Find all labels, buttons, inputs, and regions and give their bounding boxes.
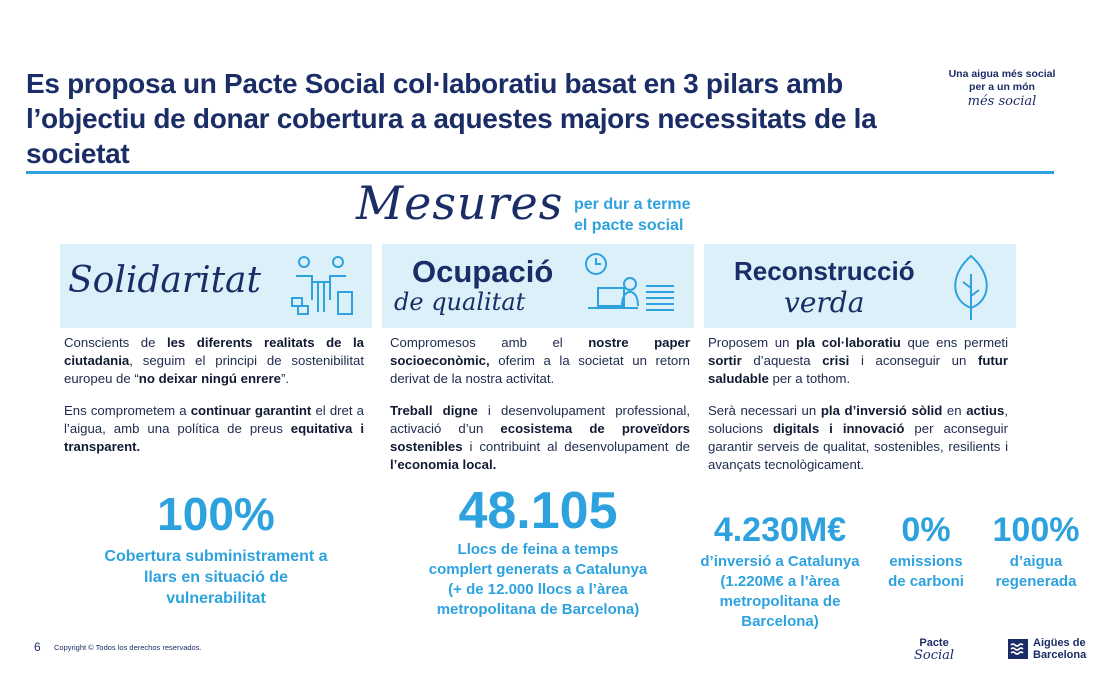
text-run: que ens permeti xyxy=(900,335,1009,350)
emphasis-run: actius xyxy=(966,403,1005,418)
emphasis-run: sortir xyxy=(708,353,742,368)
emphasis-run: pla col·laboratiu xyxy=(796,335,901,350)
stat-value-jobs: 48.105 xyxy=(458,482,618,540)
text-run: per aconseguir garantir serveis de qualitat, sostenibles, resilients i avançats tecnològicament. xyxy=(708,421,1008,472)
stat-caption-jobs xyxy=(382,540,694,620)
stat-value-coverage: 100% xyxy=(157,488,275,540)
brand-line-1: Una aigua més social xyxy=(948,68,1056,80)
text-run: el dret a l’aigua, amb una política de preus xyxy=(64,403,365,436)
emphasis-run: Treball digne xyxy=(390,403,478,418)
brand-tagline xyxy=(948,68,1056,109)
pillar-subtitle-de-qualitat: de qualitat xyxy=(394,288,526,316)
emphasis-run: les diferents realitats de la ciutadania xyxy=(64,335,364,368)
worker-desk-icon xyxy=(584,252,680,318)
emphasis-run: digitals i innovació xyxy=(773,421,905,436)
mesures-subtitle xyxy=(574,194,690,236)
stat-caption-investment xyxy=(690,552,870,632)
text-run: Serà necessari un xyxy=(708,403,821,418)
text-run: ”. xyxy=(280,371,290,386)
column-solidaritat xyxy=(64,334,364,470)
stat-caption-emissions-line-2: de carboni xyxy=(888,573,964,590)
emphasis-run: no deixar ningú enrere xyxy=(138,371,281,386)
stat-caption-coverage-line-3: vulnerabilitat xyxy=(166,590,266,607)
text-run: i contribuint al desenvolupament de xyxy=(462,439,690,454)
column-reconstruccio xyxy=(708,334,1008,488)
text-run: per a tothom. xyxy=(768,371,851,386)
text-run: i aconseguir un xyxy=(849,353,978,368)
emphasis-run: futur saludable xyxy=(708,353,1008,386)
stat-caption-regenerated-line-2: regenerada xyxy=(995,573,1077,590)
page-title: Es proposa un Pacte Social col·laboratiu basat en 3 pilars amb l’objectiu de donar cobertura a aquestes majors necessitats de la societat xyxy=(26,68,877,169)
stat-caption-jobs-line-3: (+ de 12.000 llocs a l’àrea xyxy=(448,581,628,598)
people-collaboration-icon xyxy=(288,254,358,320)
stat-caption-regenerated-line-1: d’aigua xyxy=(1009,553,1063,570)
emphasis-run: equitativa i transparent. xyxy=(64,421,365,454)
mesures-subtitle-line-1: per dur a terme xyxy=(574,196,691,213)
stat-caption-investment-line-1: d’inversió a Catalunya xyxy=(700,553,860,570)
leaf-icon xyxy=(948,254,994,322)
header-divider xyxy=(26,171,1054,174)
stat-caption-emissions xyxy=(876,552,976,592)
aigues-barcelona-logo-text xyxy=(1033,637,1086,661)
emphasis-run: pla d’inversió sòlid xyxy=(820,403,943,418)
emphasis-run: ecosistema de proveïdors sostenibles xyxy=(390,421,690,454)
text-run: , solucions xyxy=(708,403,1008,436)
stat-caption-regenerated xyxy=(980,552,1092,592)
pillar-banner-solidaritat xyxy=(60,244,372,328)
emphasis-run: l’economia local. xyxy=(390,457,497,472)
pillar-banner-ocupacio xyxy=(382,244,694,328)
text-run: oferim a la societat un retorn derivat de la nostra activitat. xyxy=(390,353,690,386)
page-number: 6 xyxy=(34,640,41,654)
logo-line-1: Aigües de xyxy=(1033,637,1086,649)
stat-value-regenerated: 100% xyxy=(992,511,1080,549)
emphasis-run: continuar garantint xyxy=(190,403,312,418)
text-run: Compromesos amb el xyxy=(390,335,589,350)
solidaritat-paragraph-1 xyxy=(64,334,364,388)
ocupacio-paragraph-1 xyxy=(390,334,690,388)
pacte-logo-title: Pacte xyxy=(919,637,949,649)
text-run: Conscients de xyxy=(64,335,167,350)
pillar-banner-reconstruccio xyxy=(704,244,1016,328)
brand-script: més social xyxy=(967,94,1037,109)
wave-icon xyxy=(1008,639,1028,659)
pillar-title-reconstruccio: Reconstrucció xyxy=(734,256,915,286)
emphasis-run: nostre paper socioeconòmic, xyxy=(390,335,690,368)
stat-caption-investment-line-4: Barcelona) xyxy=(741,613,819,630)
solidaritat-paragraph-2 xyxy=(64,402,364,456)
copyright-notice: Copyright © Todos los derechos reservados. xyxy=(54,643,202,652)
pacte-social-logo xyxy=(914,637,954,663)
mesures-subtitle-line-2: el pacte social xyxy=(574,217,684,234)
pillar-title-solidaritat: Solidaritat xyxy=(68,260,261,301)
stat-caption-coverage xyxy=(60,546,372,609)
stat-caption-coverage-line-1: Cobertura subministrament a xyxy=(104,548,328,565)
stat-value-investment: 4.230M€ xyxy=(713,511,847,549)
ocupacio-paragraph-2 xyxy=(390,402,690,474)
text-run: Proposem un xyxy=(708,335,797,350)
text-run: i desenvolupament professional, activació d’un xyxy=(390,403,690,436)
reconstruccio-paragraph-2 xyxy=(708,402,1008,474)
stat-caption-jobs-line-2: complert generats a Catalunya xyxy=(428,561,648,578)
stat-caption-investment-line-3: metropolitana de xyxy=(719,593,841,610)
mesures-heading: Mesures xyxy=(356,176,564,230)
stat-caption-emissions-line-1: emissions xyxy=(889,553,963,570)
stat-caption-coverage-line-2: llars en situació de xyxy=(143,569,289,586)
pillar-subtitle-verda: verda xyxy=(784,286,865,319)
text-run: d’aquesta xyxy=(741,353,823,368)
stat-value-emissions: 0% xyxy=(901,511,951,549)
text-run: , seguim el principi de sostenibilitat europeu de “ xyxy=(64,353,364,386)
reconstruccio-paragraph-1 xyxy=(708,334,1008,388)
pillar-title-ocupacio: Ocupació xyxy=(412,254,554,289)
stat-caption-jobs-line-4: metropolitana de Barcelona) xyxy=(436,601,640,618)
column-ocupacio xyxy=(390,334,690,488)
stat-caption-investment-line-2: (1.220M€ a l’àrea xyxy=(720,573,840,590)
logo-line-2: Barcelona xyxy=(1033,649,1087,661)
text-run: Ens comprometem a xyxy=(64,403,191,418)
stat-caption-jobs-line-1: Llocs de feina a temps xyxy=(457,541,619,558)
text-run: en xyxy=(942,403,967,418)
aigues-barcelona-logo-icon xyxy=(1008,639,1028,659)
brand-line-2: per a un món xyxy=(969,81,1035,93)
emphasis-run: crisi xyxy=(822,353,850,368)
pacte-logo-script: Social xyxy=(914,648,955,663)
